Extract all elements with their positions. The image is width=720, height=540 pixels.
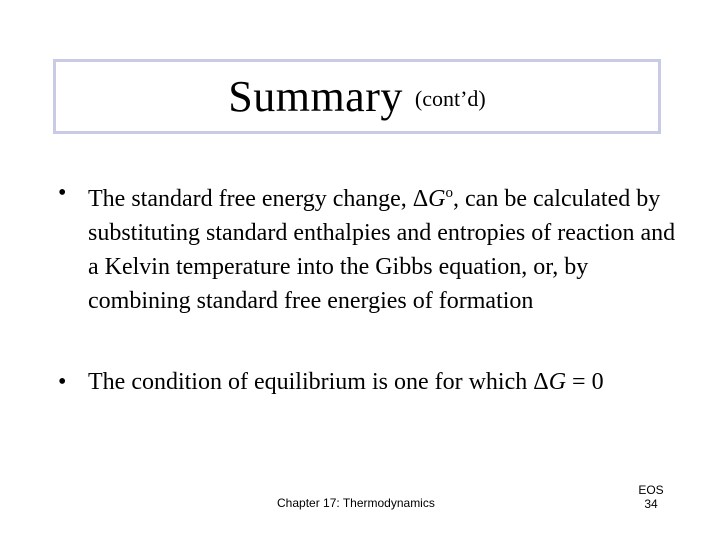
standard-state-superscript: o <box>445 185 454 201</box>
bullet-text-before: The condition of equilibrium is one for which <box>88 369 534 395</box>
g-symbol: G <box>428 186 446 212</box>
delta-symbol: Δ <box>412 186 429 212</box>
bullet-item <box>58 365 678 399</box>
bullet-list <box>58 176 678 399</box>
slide-title: Summary <box>228 72 403 121</box>
bullet-marker: • <box>58 180 67 206</box>
footer-chapter: Chapter 17: Thermodynamics <box>277 496 435 510</box>
bullet-text-after: = 0 <box>566 369 604 395</box>
bullet-text-before: The standard free energy change, <box>88 186 413 212</box>
g-symbol: G <box>548 369 567 395</box>
bullet-marker: • <box>58 369 67 395</box>
title-box <box>53 59 661 134</box>
delta-symbol: Δ <box>533 369 549 395</box>
slide-subtitle: (cont’d) <box>414 85 486 111</box>
page-number: 34 <box>644 497 658 511</box>
footer-page-info <box>636 483 666 511</box>
bullet-text-after: , can be calculated by substituting standard enthalpies and entropies of reaction and a Kelvin temperature into the Gibbs equation, or, by combining standard free energies of formation <box>88 186 676 314</box>
footer-label: EOS <box>638 483 664 497</box>
bullet-item <box>58 176 678 318</box>
